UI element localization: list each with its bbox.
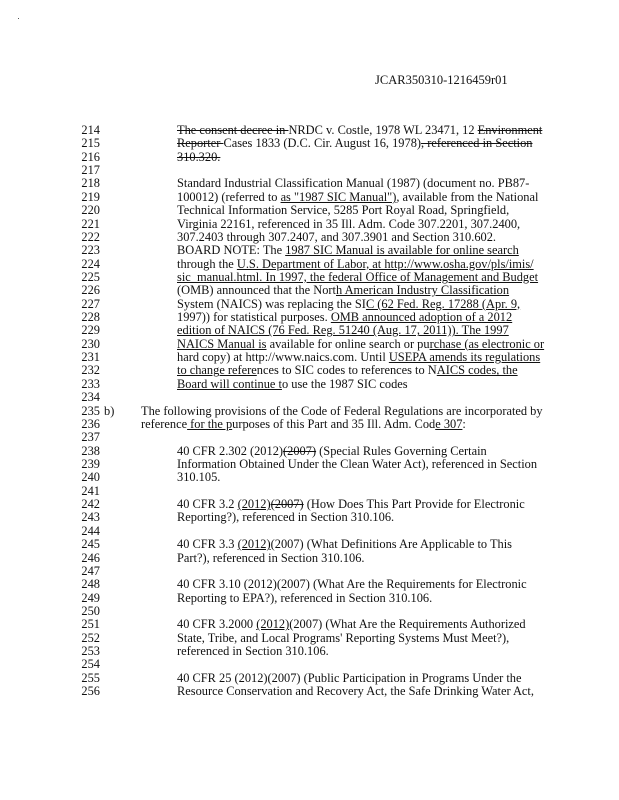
text-segment: Reporting to EPA?), referenced in Section 310.106. — [177, 590, 433, 605]
line-number: 242 — [81, 497, 100, 512]
line-text — [177, 258, 534, 271]
document-line — [0, 418, 619, 431]
document-line — [0, 658, 619, 671]
document-line — [0, 271, 619, 284]
line-number: 221 — [81, 216, 100, 231]
line-number: 218 — [81, 176, 100, 191]
document-line — [0, 458, 619, 471]
document-line — [0, 498, 619, 511]
text-segment: System (NAICS) was replacing the SI — [177, 296, 366, 311]
text-segment: 40 CFR 3.3 — [177, 537, 238, 552]
text-segment: 40 CFR 3.2000 — [177, 617, 257, 632]
inserted-text: to change refere — [177, 363, 257, 378]
line-text — [177, 445, 487, 458]
line-number: 236 — [81, 416, 100, 431]
text-segment: Information Obtained Under the Clean Water Act), referenced in Section — [177, 456, 538, 471]
line-text — [177, 244, 519, 257]
text-segment: 100012) (referred to — [177, 189, 281, 204]
document-line — [0, 258, 619, 271]
line-number: 252 — [81, 630, 100, 645]
document-line — [0, 204, 619, 217]
document-line — [0, 364, 619, 377]
text-segment: referenced in Section 310.106. — [177, 644, 329, 659]
text-segment: 1997)) for statistical purposes. — [177, 310, 331, 325]
inserted-text: h American Industry Classification — [335, 283, 510, 298]
line-number: 249 — [81, 590, 100, 605]
line-text — [177, 231, 496, 244]
text-segment: reference — [141, 416, 188, 431]
line-text — [177, 298, 520, 311]
inserted-text: Board will continue t — [177, 376, 282, 391]
document-line — [0, 511, 619, 524]
document-line — [0, 592, 619, 605]
text-segment: The following provisions of the Code of Federal Regulations are incorporated by — [141, 403, 543, 418]
line-text — [177, 311, 512, 324]
document-body — [0, 124, 619, 698]
line-text — [177, 284, 509, 297]
line-text — [177, 471, 220, 484]
document-line — [0, 137, 619, 150]
line-text — [177, 618, 526, 631]
line-text — [177, 592, 432, 605]
document-line — [0, 632, 619, 645]
inserted-text: (2012) — [256, 617, 290, 632]
document-line — [0, 124, 619, 137]
text-segment: 310.105. — [177, 470, 221, 485]
document-line — [0, 645, 619, 658]
subsection-label: b) — [104, 403, 115, 418]
inserted-text: C (62 Fed. Reg. 17288 (Apr. 9, — [365, 296, 521, 311]
text-segment: urposes of this Part and 35 Ill. Adm. Cod — [232, 416, 436, 431]
inserted-text: (2012) — [237, 497, 271, 512]
inserted-text: edition of NAICS (76 Fed. Reg. 51240 (Aug. 17, 2011)). The 1997 — [177, 323, 509, 338]
line-number: 217 — [81, 163, 100, 178]
inserted-text: (2012) — [237, 537, 271, 552]
line-text — [177, 632, 509, 645]
deleted-text: , referenced in Section — [421, 136, 533, 151]
document-line — [0, 298, 619, 311]
document-line — [0, 231, 619, 244]
text-segment: BOARD NOTE: The — [177, 243, 286, 258]
line-text — [177, 511, 394, 524]
line-text — [177, 137, 533, 150]
line-number: 253 — [81, 644, 100, 659]
text-segment: Standard Industrial Classification Manual (1987) (document no. PB87- — [177, 176, 530, 191]
text-segment: nces to SIC codes to references to N — [256, 363, 437, 378]
line-number: 254 — [81, 657, 100, 672]
text-segment: Technical Information Service, 5285 Port Royal Road, Springfield, — [177, 203, 510, 218]
line-text — [177, 151, 220, 164]
line-text — [177, 124, 542, 137]
text-segment: (How Does This Part Provide for Electronic — [303, 497, 525, 512]
document-line — [0, 618, 619, 631]
document-line — [0, 378, 619, 391]
line-number: 233 — [81, 376, 100, 391]
line-number: 237 — [81, 430, 100, 445]
line-number: 251 — [81, 617, 100, 632]
document-line — [0, 151, 619, 164]
line-number: 250 — [81, 603, 100, 618]
line-number: 227 — [81, 296, 100, 311]
line-text — [177, 364, 518, 377]
line-number: 214 — [81, 123, 100, 137]
line-number: 247 — [81, 563, 100, 578]
line-number: 235 — [81, 403, 100, 418]
text-segment: (2007) (What Are the Requirements Authorized — [289, 617, 526, 632]
deleted-text: The consent decree in — [177, 123, 289, 137]
text-segment: , available from the National — [396, 189, 539, 204]
line-number: 255 — [81, 670, 100, 685]
document-line — [0, 672, 619, 685]
line-number: 220 — [81, 203, 100, 218]
page-mark — [18, 18, 19, 19]
line-text — [177, 458, 537, 471]
document-line — [0, 525, 619, 538]
document-line — [0, 218, 619, 231]
line-number: 241 — [81, 483, 100, 498]
line-number: 240 — [81, 470, 100, 485]
line-number: 232 — [81, 363, 100, 378]
deleted-text: (2007) — [283, 443, 317, 458]
line-text — [177, 552, 365, 565]
text-segment: Resource Conservation and Recovery Act, the Safe Drinking Water Act, — [177, 684, 534, 699]
text-segment: 40 CFR 25 (2012)(2007) (Public Participation in Programs Under the — [177, 670, 522, 685]
inserted-text: AICS codes, the — [436, 363, 518, 378]
text-segment: NRDC v. Costle, 1978 WL 23471, 12 — [288, 123, 478, 137]
line-text — [177, 338, 544, 351]
line-text — [177, 218, 520, 231]
text-segment: Part?), referenced in Section 310.106. — [177, 550, 365, 565]
line-number: 234 — [81, 390, 100, 405]
line-text — [141, 405, 543, 418]
text-segment: hard copy) at http://www.naics.com. Until — [177, 350, 389, 365]
inserted-text: sic_manual.html. In 1997, the federal Office of Management and Budget — [177, 269, 539, 284]
line-text — [177, 538, 512, 551]
text-segment: State, Tribe, and Local Programs' Reporting Systems Must Meet?), — [177, 630, 510, 645]
document-line — [0, 552, 619, 565]
line-number: 223 — [81, 243, 100, 258]
line-text — [177, 204, 509, 217]
line-text — [141, 418, 466, 431]
document-line — [0, 338, 619, 351]
document-line — [0, 311, 619, 324]
text-segment: through the — [177, 256, 237, 271]
inserted-text: for the p — [187, 416, 233, 431]
line-number: 230 — [81, 336, 100, 351]
document-line — [0, 177, 619, 190]
line-number: 228 — [81, 310, 100, 325]
text-segment: 307.2403 through 307.2407, and 307.3901 and Section 310.602. — [177, 229, 497, 244]
line-number: 215 — [81, 136, 100, 151]
document-line — [0, 565, 619, 578]
inserted-text: rchase (as electronic or — [429, 336, 545, 351]
inserted-text: as "1987 SIC Manual") — [280, 189, 397, 204]
text-segment: 40 CFR 2.302 (2012) — [177, 443, 284, 458]
document-line — [0, 445, 619, 458]
deleted-text: 310.320. — [177, 149, 221, 164]
line-text — [177, 177, 529, 190]
document-line — [0, 351, 619, 364]
text-segment: available for online search or pu — [266, 336, 430, 351]
document-line — [0, 391, 619, 404]
line-number: 256 — [81, 684, 100, 699]
inserted-text: NAICS Manual is — [177, 336, 267, 351]
line-text — [177, 578, 527, 591]
text-segment: o use the 1987 SIC codes — [281, 376, 408, 391]
line-text — [177, 351, 540, 364]
text-segment: (OMB) announced that the Nort — [177, 283, 336, 298]
document-line — [0, 244, 619, 257]
text-segment: : — [462, 416, 466, 431]
line-number: 238 — [81, 443, 100, 458]
line-number: 231 — [81, 350, 100, 365]
document-line — [0, 685, 619, 698]
text-segment: (Special Rules Governing Certain — [316, 443, 487, 458]
line-text — [177, 498, 525, 511]
inserted-text: e 307 — [435, 416, 463, 431]
document-line — [0, 191, 619, 204]
text-segment: 40 CFR 3.10 (2012)(2007) (What Are the Requirements for Electronic — [177, 577, 527, 592]
line-number: 216 — [81, 149, 100, 164]
line-text — [177, 645, 329, 658]
line-number: 248 — [81, 577, 100, 592]
document-line — [0, 538, 619, 551]
line-number: 245 — [81, 537, 100, 552]
inserted-text: USEPA amends its regulations — [388, 350, 541, 365]
line-number: 243 — [81, 510, 100, 525]
document-line — [0, 405, 619, 418]
line-number: 225 — [81, 269, 100, 284]
text-segment: Reporting?), referenced in Section 310.106. — [177, 510, 395, 525]
text-segment: Virginia 22161, referenced in 35 Ill. Adm. Code 307.2201, 307.2400, — [177, 216, 521, 231]
deleted-text: (2007) — [270, 497, 304, 512]
document-line — [0, 605, 619, 618]
line-number: 244 — [81, 523, 100, 538]
document-id-header: JCAR350310-1216459r01 — [375, 73, 508, 87]
inserted-text: 1987 SIC Manual is available for online search — [285, 243, 519, 258]
line-text — [177, 378, 408, 391]
line-text — [177, 271, 538, 284]
line-number: 222 — [81, 229, 100, 244]
inserted-text: OMB announced adoption of a 2012 — [330, 310, 513, 325]
document-line — [0, 324, 619, 337]
line-text — [177, 191, 538, 204]
text-segment: (2007) (What Definitions Are Applicable to This — [270, 537, 512, 552]
line-number: 239 — [81, 456, 100, 471]
line-number: 229 — [81, 323, 100, 338]
document-line — [0, 431, 619, 444]
line-number: 219 — [81, 189, 100, 204]
document-line — [0, 485, 619, 498]
line-text — [177, 685, 534, 698]
line-number: 226 — [81, 283, 100, 298]
document-line — [0, 284, 619, 297]
line-text — [177, 672, 522, 685]
text-segment: Cases 1833 (D.C. Cir. August 16, 1978) — [223, 136, 422, 151]
line-number: 224 — [81, 256, 100, 271]
document-line — [0, 578, 619, 591]
line-text — [177, 324, 509, 337]
deleted-text: Reporter — [177, 136, 224, 151]
document-line — [0, 164, 619, 177]
inserted-text: U.S. Department of Labor, at http://www.osha.gov/pls/imis/ — [236, 256, 534, 271]
text-segment: 40 CFR 3.2 — [177, 497, 238, 512]
deleted-text: Environment — [477, 123, 543, 137]
line-number: 246 — [81, 550, 100, 565]
document-line — [0, 471, 619, 484]
